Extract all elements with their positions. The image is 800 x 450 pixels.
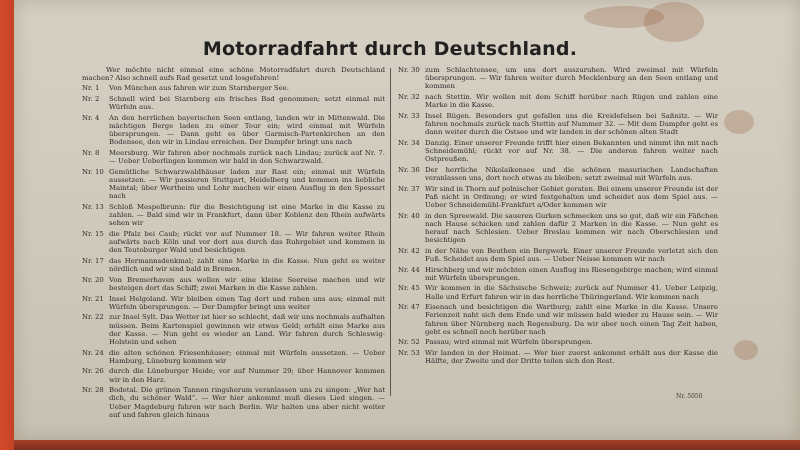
entry-number: Nr. 24	[82, 348, 104, 357]
entry-text: Insel Helgoland. Wir bleiben einen Tag dort und ruhen uns aus; einmal mit Würfeln übersprungen. — Der Dampfer bringt uns weiter	[109, 294, 385, 311]
entry-text: die alten schönen Friesenhäuser; einmal mit Würfeln aussetzen. — Ueber Hamburg, Lüneburg kommen wir	[109, 348, 385, 365]
entry-text: in der Nähe von Beuthen ein Bergwerk. Einer unserer Freunde verletzt sich den Fuß. Scheidet aus dem Spiel aus. — Ueber Neisse kommen wir nach	[425, 246, 718, 263]
entry-number: Nr. 47	[398, 303, 420, 312]
entry-number: Nr. 21	[82, 294, 104, 303]
entry-number: Nr. 37	[398, 184, 420, 193]
rule-entry	[82, 313, 385, 346]
paper-stain	[644, 2, 704, 42]
entry-text: Eisenach und besichtigen die Wartburg; zahlt eine Marke in die Kasse. Unsere Ferienzeit naht sich dem Ende und wir müssen bald wieder zu Hause sein. — Wir fahren über Nürnberg nach Regensburg. Da wir aber noch einen Tag Zeit haben, geht es schnell noch herüber nach	[425, 303, 718, 336]
rule-entry	[82, 257, 385, 273]
rule-entry	[82, 295, 385, 311]
entry-number: Nr. 42	[398, 246, 420, 255]
rule-entry	[82, 149, 385, 165]
entry-text: Von München aus fahren wir zum Starnberger See.	[109, 84, 289, 93]
entry-number: Nr. 53	[398, 348, 420, 357]
rule-entry	[82, 114, 385, 147]
rule-entry	[398, 247, 718, 263]
entry-number: Nr. 2	[82, 95, 100, 103]
rule-entry	[82, 386, 385, 419]
entry-number: Nr. 52	[398, 338, 420, 347]
entry-number: Nr. 30	[398, 66, 420, 74]
entry-text: Hirschberg und wir möchten einen Ausflug ins Riesengebirge machen; wird einmal mit Würfeln übersprungen.	[425, 265, 718, 282]
entry-text: Meersburg. Wir fahren aber nochmals zurück nach Lindau; zurück auf Nr. 7. — Ueber Ueberlingen kommen wir bald in den Schwarzwald.	[109, 149, 385, 166]
entry-number: Nr. 13	[82, 203, 104, 211]
entry-number: Nr. 20	[82, 275, 104, 284]
left-column	[82, 66, 385, 421]
entry-text: Der herrliche Nikolaikensee und die schönen masurischen Landschaften veranlassen uns, dort noch etwas zu bleiben; setzt zweimal mit Würfeln aus.	[425, 165, 718, 182]
entry-number: Nr. 22	[82, 313, 104, 322]
entry-text: Danzig. Einer unserer Freunde trifft hier einen Bekannten und nimmt ihn mit nach Schneidemühl; rückt vor auf Nr. 38. — Die anderen fahren weiter nach Ostpreußen.	[425, 138, 718, 164]
rule-entry	[398, 212, 718, 245]
entry-text: die Pfalz bei Caub; rückt vor auf Nummer 18. — Wir fahren weiter Rhein aufwärts nach Köln und vor dort aus durch das Ruhrgebiet und kommen in den Teutoburger Wald und besichtigen	[109, 230, 385, 255]
right-entry-list	[398, 66, 718, 365]
rule-entry	[398, 139, 718, 164]
entry-number: Nr. 44	[398, 265, 420, 274]
entry-text: Schloß Mespelbrunn: für die Besichtigung ist eine Marke in die Kasse zu zahlen. — Bald sind wir in Frankfurt, dann über Koblenz den Rhein aufwärts sehen wir	[109, 203, 385, 228]
footer-number: Nr. 5050	[676, 393, 703, 400]
entry-number: Nr. 40	[398, 211, 420, 220]
entry-text: das Hermannsdenkmal; zahlt eine Marke in die Kasse. Nun geht es weiter nördlich und wir sind bald in Bremen.	[109, 257, 385, 274]
entry-number: Nr. 28	[82, 386, 104, 395]
rule-entry	[398, 266, 718, 282]
page-title: Motorradfahrt durch Deutschland.	[202, 38, 578, 60]
entry-number: Nr. 1	[82, 84, 100, 93]
rule-entry	[398, 349, 718, 365]
entry-text: Gemütliche Schwarzwaldhäuser laden zur Rast ein; einmal mit Würfeln aussetzen. — Wir passieren Stuttgart, Heidelberg und kommen ins liebliche Maintal; über Wertheim und Lohr machen wir einen Ausflug in den Spessart nach	[109, 167, 385, 201]
entry-number: Nr. 17	[82, 257, 104, 265]
entry-text: Schnell wird bei Starnberg ein frisches Bad genommen; setzt einmal mit Würfeln aus.	[109, 95, 385, 112]
rule-entry	[398, 93, 718, 109]
entry-text: Wir kommen in die Sächsische Schweiz; zurück auf Nummer 41. Ueber Leipzig, Halle und Erfurt fahren wir in das herrliche Thüringerland. Wir kommen nach	[425, 284, 718, 301]
rule-entry	[398, 112, 718, 137]
entry-text: durch die Lüneburger Heide; vor auf Nummer 29; über Hannover kommen wir in den Harz.	[109, 367, 385, 384]
paper-stain	[724, 110, 754, 134]
rule-entry	[398, 284, 718, 300]
entry-text: Bodetal. Die grünen Tannen ringsherum veranlassen uns zu singen: „Wer hat dich, du schöner Wald“. — Wer hier ankommt muß dieses Lied singen. — Ueber Magdeburg fahren wir nach Berlin. Wir halten uns aber nicht weiter auf und fahren gleich hinaus	[109, 386, 385, 419]
rule-entry	[82, 276, 385, 292]
entry-text: nach Stettin. Wir wollen mit dem Schiff herüber nach Rügen und zahlen eine Marke in die Kasse.	[425, 93, 718, 110]
rule-entry	[398, 338, 718, 346]
rule-entry	[82, 349, 385, 365]
entry-text: zur Insel Sylt. Das Wetter ist hier so schlecht, daß wir uns nochmals aufhalten müssen. Beim Kartenspiel gewinnen wir etwas Geld; erhält eine Marke aus der Kasse. — Nun geht es wieder an Land. Wir fahren durch Schleswig-Holstein und sehen	[109, 313, 385, 346]
rule-entry	[82, 230, 385, 255]
entry-number: Nr. 26	[82, 367, 104, 376]
entry-number: Nr. 4	[82, 113, 100, 122]
right-column	[398, 66, 718, 368]
entry-number: Nr. 10	[82, 167, 104, 176]
entry-text: An den herrlichen bayerischen Seen entlang, landen wir in Mittenwald. Die mächtigen Berge laden zu einer Tour ein; wird einmal mit Würfeln übersprungen. — Dann geht es über Garmisch-Partenkirchen an den Bodensee, den wir in Lindau erreichen. Der Dampfer bringt uns nach	[109, 113, 385, 147]
entry-text: Insel Rügen. Besonders gut gefallen uns die Kreidefelsen bei Saßnitz. — Wir fahren nochmals zurück nach Stettin auf Nummer 32. — Mit dem Dampfer geht es dann weiter durch die Ostsee und wir landen in der schönen alten Stadt	[425, 111, 718, 137]
left-entry-list	[82, 84, 385, 419]
rule-entry	[398, 303, 718, 336]
entry-text: in den Spreewald. Die saueren Gurken schmecken uns so gut, daß wir ein Fäßchen nach Hause schicken und zahlen dafür 2 Marken in die Kasse. — Nun geht es herauf nach Schlesien. Ueber Breslau kommen wir nach Oberschlesien und besichtigen	[425, 211, 718, 245]
entry-number: Nr. 15	[82, 230, 104, 238]
paper-stain	[734, 340, 758, 360]
entry-number: Nr. 8	[82, 149, 100, 157]
entry-text: Passau; wird einmal mit Würfeln übersprungen.	[425, 338, 593, 347]
column-divider	[390, 68, 391, 396]
entry-text: Wir sind in Thorn auf polnischer Gebiet geraten. Bei einem unserer Freunde ist der Paß nicht in Ordnung; er wird festgehalten und scheidet aus dem Spiel aus. — Ueber Schneidemühl-Frankfurt a/Oder kommen wir	[425, 184, 718, 209]
entry-number: Nr. 45	[398, 284, 420, 293]
board-bottom-edge	[14, 440, 800, 450]
entry-number: Nr. 36	[398, 165, 420, 174]
entry-text: Wir landen in der Heimat. — Wer hier zuerst ankommt erhält aus der Kasse die Hälfte, der Zweite und der Dritte teilen sich den Rest.	[425, 348, 718, 366]
board-edge	[0, 0, 14, 450]
rule-entry	[82, 168, 385, 201]
rule-entry	[82, 84, 385, 92]
rule-entry	[82, 95, 385, 111]
rule-entry	[398, 166, 718, 182]
rule-entry	[398, 66, 718, 91]
entry-number: Nr. 32	[398, 93, 420, 101]
entry-number: Nr. 34	[398, 138, 420, 147]
rule-entry	[82, 203, 385, 228]
entry-number: Nr. 33	[398, 111, 420, 120]
entry-text: Von Bremerhaven aus wollen wir eine kleine Seereise machen und wir besteigen dort das Schiff; zwei Marken in die Kasse zahlen.	[109, 275, 385, 292]
rule-entry	[398, 185, 718, 210]
intro-paragraph: Wer möchte nicht einmal eine schöne Motorradfahrt durch Deutschland machen? Also schnell aufs Rad gesetzt und losgefahren!	[82, 66, 385, 83]
rule-entry	[82, 367, 385, 383]
entry-text: zum Schlachtensee, um uns dort auszuruhen. Wird zweimal mit Würfeln übersprungen. — Wir fahren weiter durch Mecklenburg an den Seen entlang und kommen	[425, 66, 718, 91]
